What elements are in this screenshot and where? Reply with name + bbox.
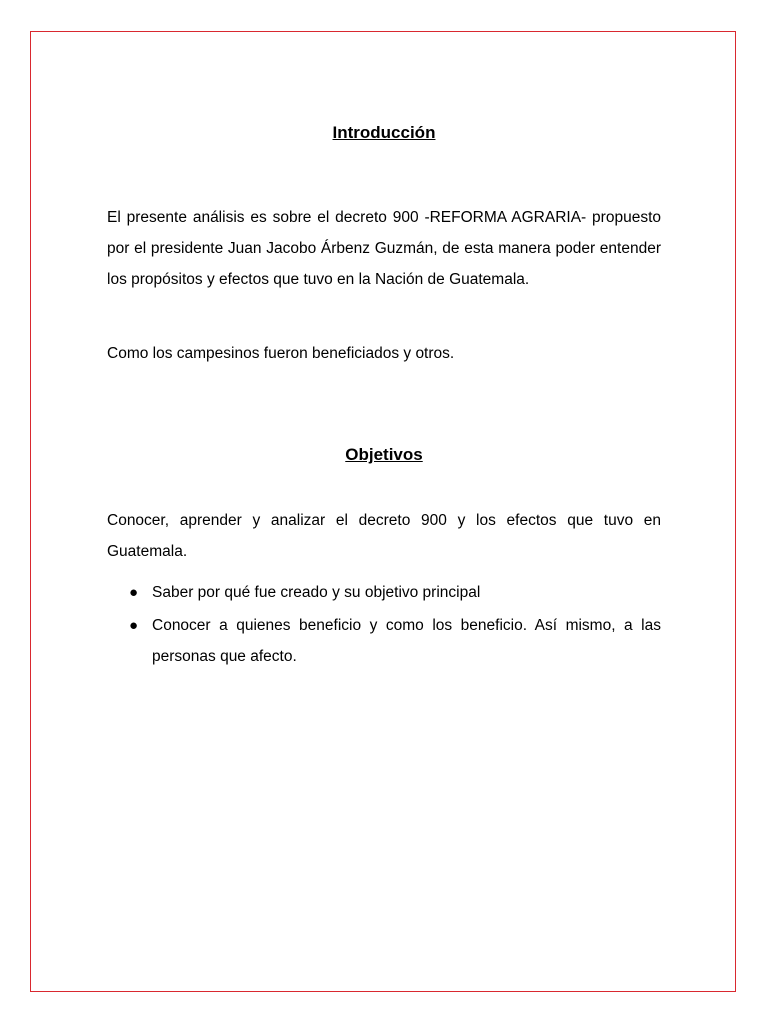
objetivos-heading: Objetivos <box>345 445 423 464</box>
objetivos-paragraph-1: Conocer, aprender y analizar el decreto 900 y los efectos que tuvo en Guatemala. <box>107 512 661 560</box>
list-item <box>107 610 661 672</box>
introduccion-paragraph-1: El presente análisis es sobre el decreto 900 -REFORMA AGRARIA- propuesto por el presidente Juan Jacobo Árbenz Guzmán, de esta manera poder entender los propósitos y efectos que tuvo en la Nación de Guatemala. <box>107 209 661 288</box>
list-item-text: Saber por qué fue creado y su objetivo principal <box>152 584 481 601</box>
introduccion-heading: Introducción <box>332 123 436 142</box>
list-item <box>107 577 661 608</box>
list-item-text: Conocer a quienes beneficio y como los beneficio. Así mismo, a las personas que afecto. <box>152 617 661 665</box>
bullet-icon: ● <box>129 617 139 634</box>
objetivos-bullet-list <box>107 577 661 674</box>
introduccion-paragraph-2: Como los campesinos fueron beneficiados y otros. <box>107 345 455 362</box>
bullet-icon: ● <box>129 584 139 601</box>
